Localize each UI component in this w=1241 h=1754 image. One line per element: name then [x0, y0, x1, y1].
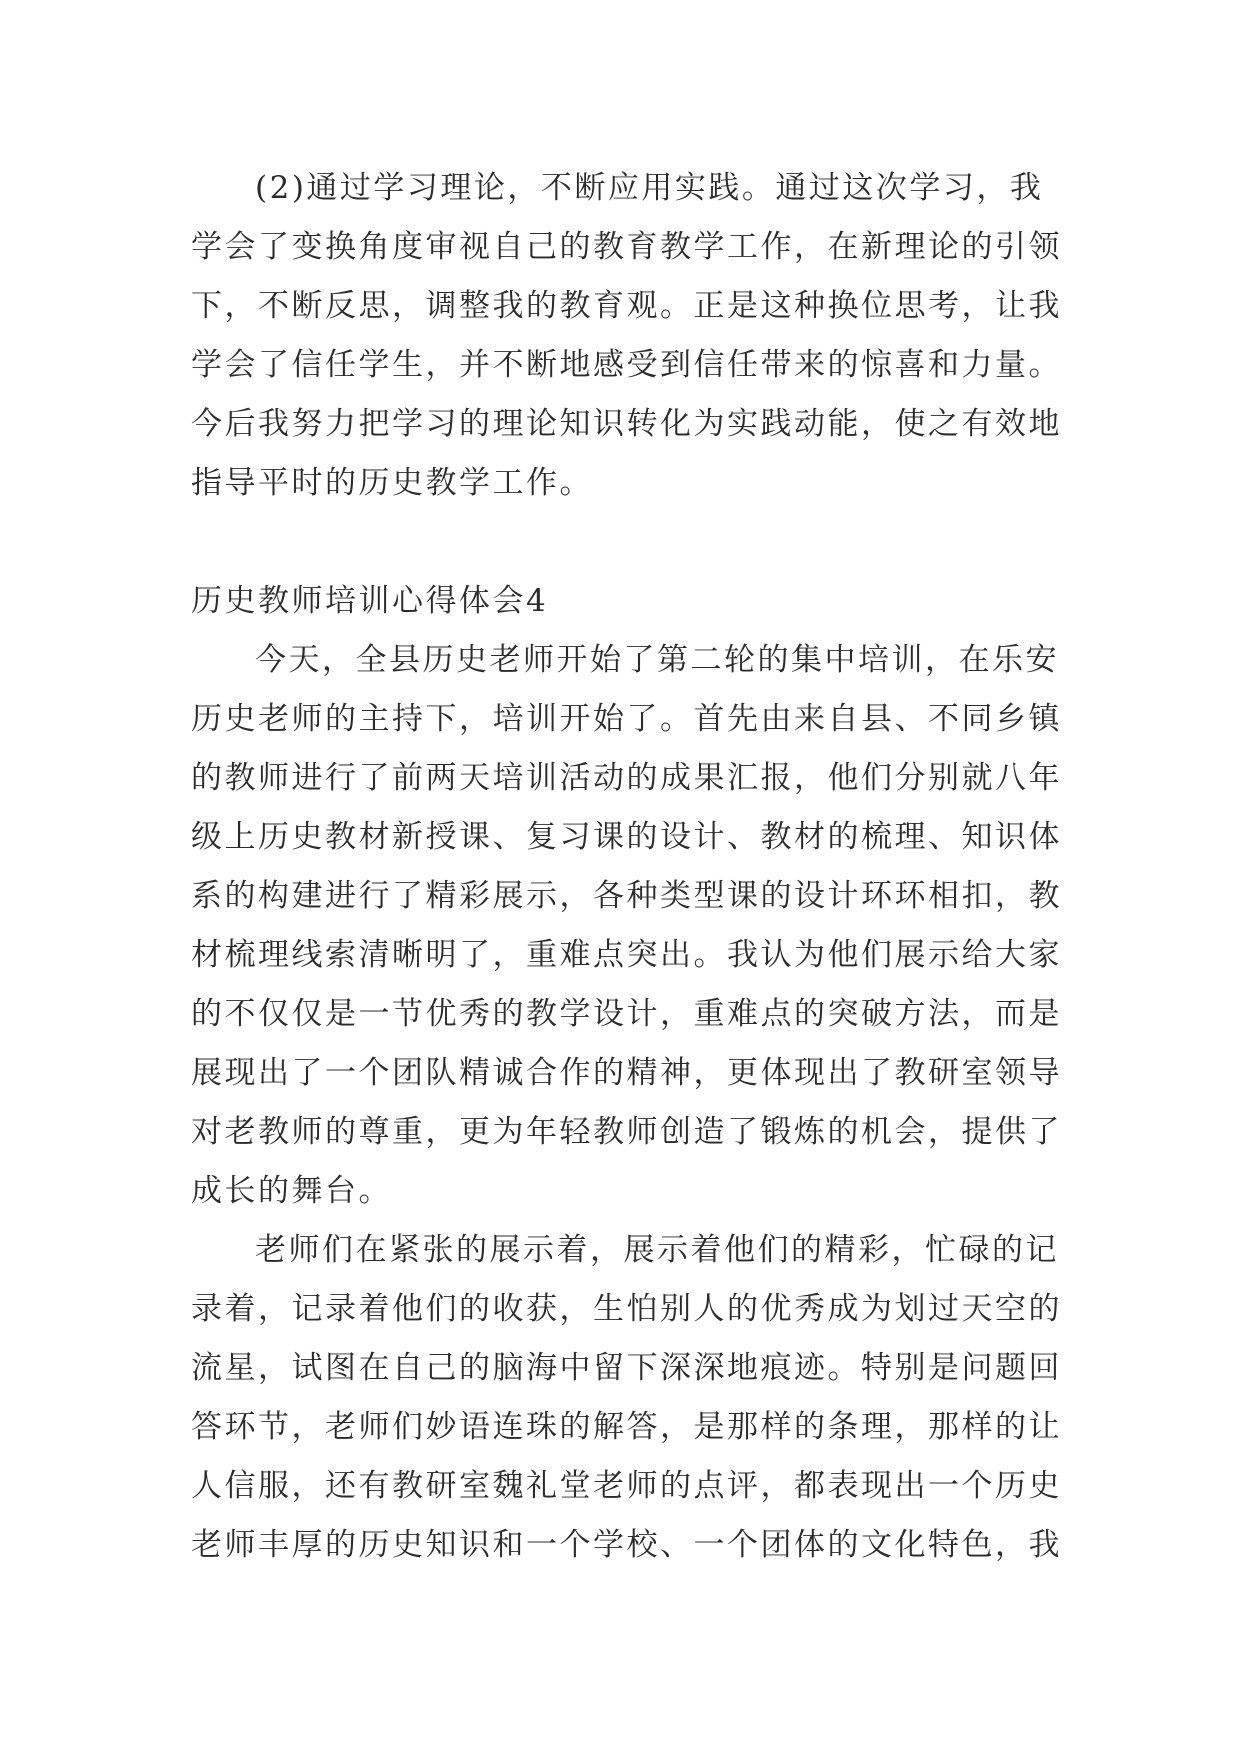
paragraph-line: 的教师进行了前两天培训活动的成果汇报，他们分别就八年	[191, 760, 1062, 796]
paragraph-line: 今后我努力把学习的理论知识转化为实践动能，使之有效地	[191, 406, 1062, 442]
paragraph-line: 老师丰厚的历史知识和一个学校、一个团体的文化特色，我	[191, 1527, 1062, 1563]
paragraph-line: 今天，全县历史老师开始了第二轮的集中培训，在乐安	[255, 642, 1059, 678]
paragraph-line: 系的构建进行了精彩展示，各种类型课的设计环环相扣，教	[191, 878, 1062, 914]
paragraph-line: 材梳理线索清晰明了，重难点突出。我认为他们展示给大家	[191, 937, 1062, 973]
paragraph-line: 对老教师的尊重，更为年轻教师创造了锻炼的机会，提供了	[191, 1114, 1062, 1150]
paragraph-line: 的不仅仅是一节优秀的教学设计，重难点的突破方法，而是	[191, 996, 1062, 1032]
paragraph-line: 老师们在紧张的展示着，展示着他们的精彩，忙碌的记	[255, 1232, 1059, 1268]
paragraph-line: 流星，试图在自己的脑海中留下深深地痕迹。特别是问题回	[191, 1350, 1062, 1386]
paragraph-line: 指导平时的历史教学工作。	[191, 465, 593, 501]
paragraph-line: 成长的舞台。	[191, 1173, 392, 1209]
paragraph-line: 下，不断反思，调整我的教育观。正是这种换位思考，让我	[191, 288, 1062, 324]
paragraph-line: 级上历史教材新授课、复习课的设计、教材的梳理、知识体	[191, 819, 1062, 855]
section-title: 历史教师培训心得体会4	[191, 583, 549, 619]
paragraph-line: 历史老师的主持下，培训开始了。首先由来自县、不同乡镇	[191, 701, 1062, 737]
paragraph-line: 答环节，老师们妙语连珠的解答，是那样的条理，那样的让	[191, 1409, 1062, 1445]
paragraph-line: 录着，记录着他们的收获，生怕别人的优秀成为划过天空的	[191, 1291, 1062, 1327]
paragraph-line: 学会了变换角度审视自己的教育教学工作，在新理论的引领	[191, 229, 1062, 265]
paragraph-line: 学会了信任学生，并不断地感受到信任带来的惊喜和力量。	[191, 347, 1062, 383]
paragraph-line: 人信服，还有教研室魏礼堂老师的点评，都表现出一个历史	[191, 1468, 1062, 1504]
paragraph-line: (2)通过学习理论，不断应用实践。通过这次学习，我	[255, 170, 1044, 206]
paragraph-line: 展现出了一个团队精诚合作的精神，更体现出了教研室领导	[191, 1055, 1062, 1091]
